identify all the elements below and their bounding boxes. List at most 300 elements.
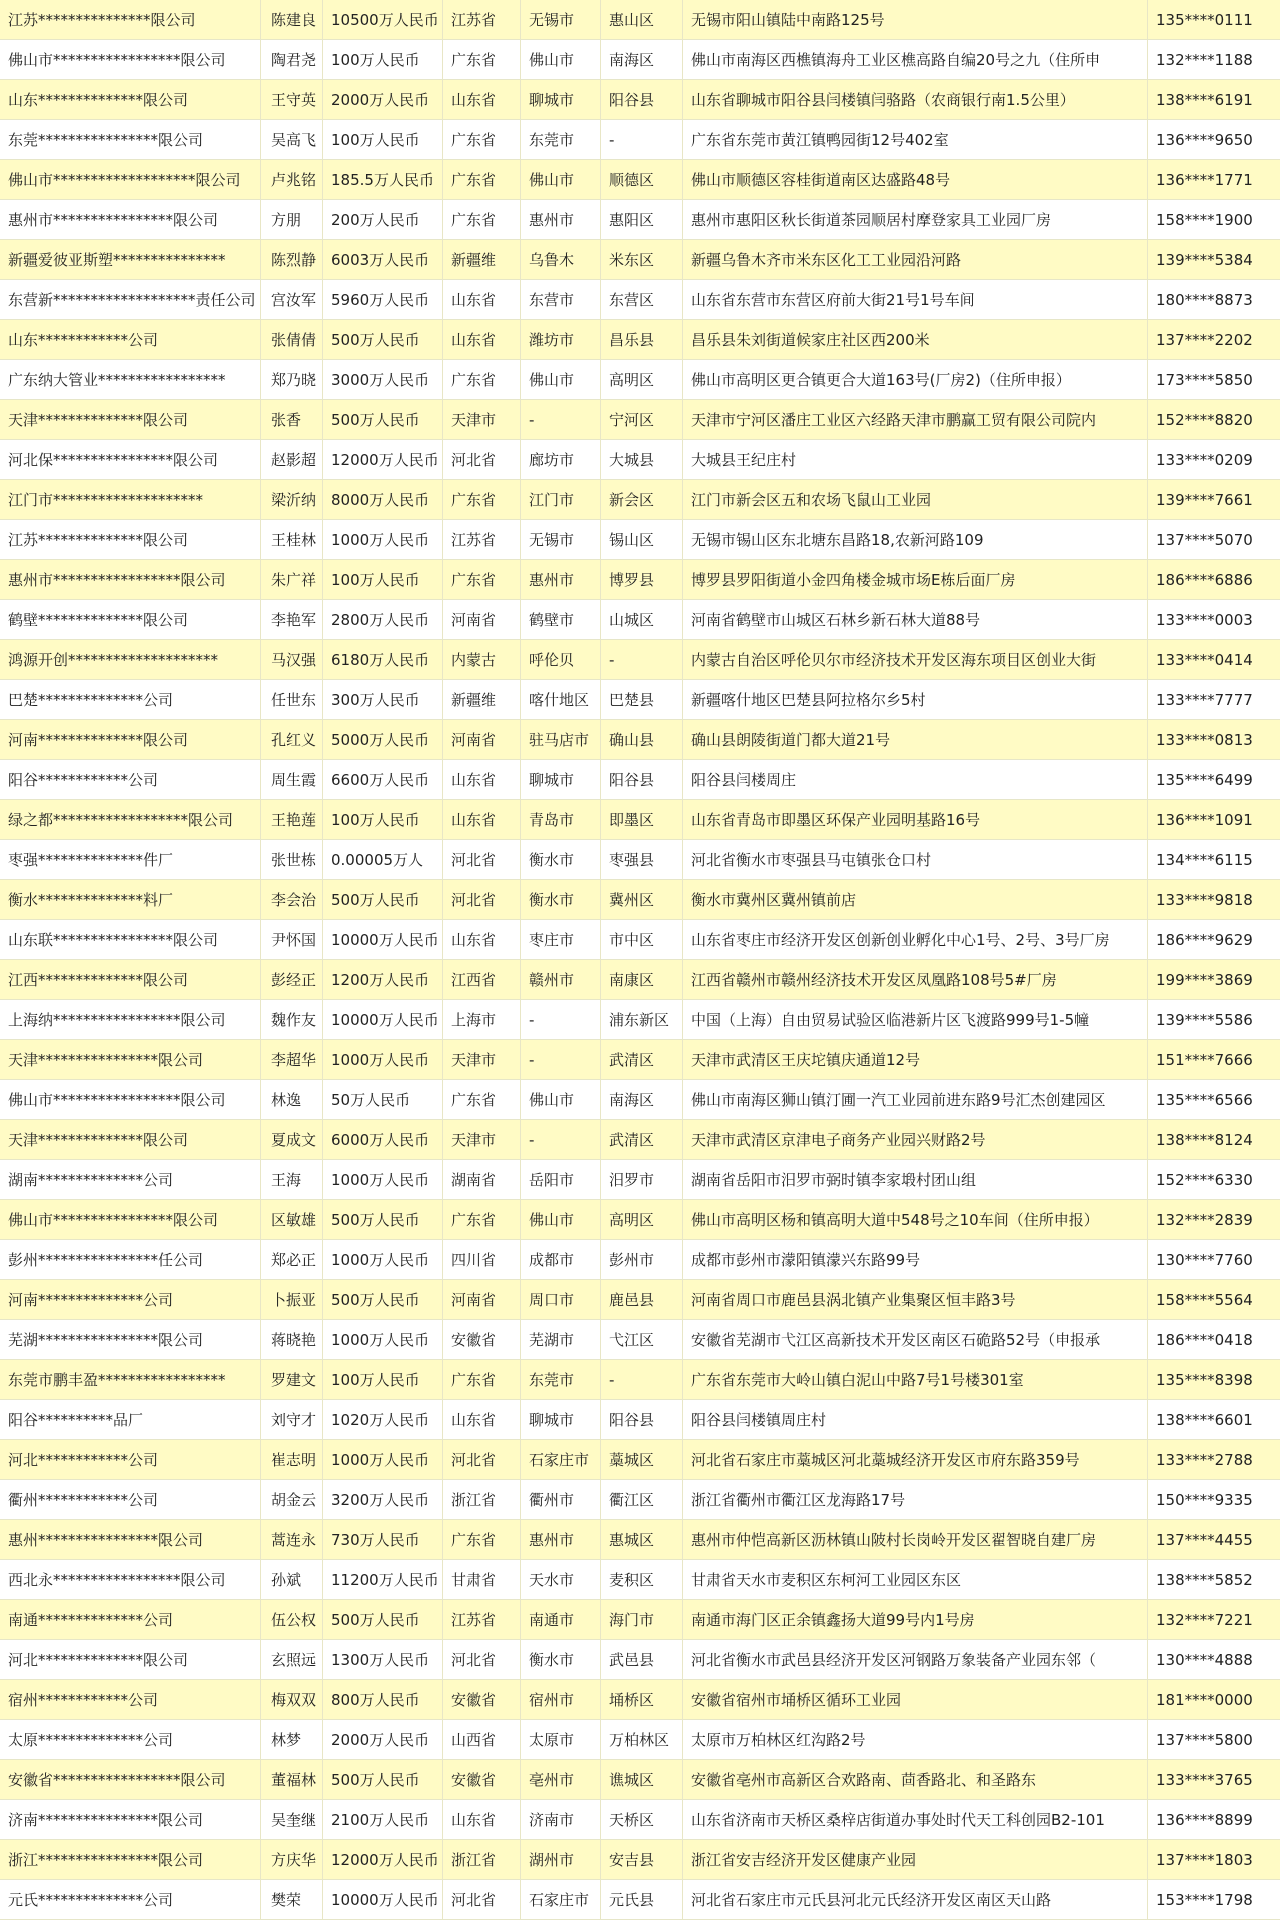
cell-district: 顺德区 [600, 160, 682, 199]
cell-phone: 135****0111 [1147, 0, 1280, 39]
cell-phone: 137****5800 [1147, 1720, 1280, 1759]
cell-province: 江苏省 [442, 520, 520, 559]
cell-district: 安吉县 [600, 1840, 682, 1879]
cell-company-name: 安徽省*****************限公司 [8, 1771, 226, 1789]
cell-province: 新疆维 [442, 240, 520, 279]
table-row [0, 520, 1280, 560]
cell-company-name: 南通**************公司 [8, 1611, 174, 1629]
cell-registered-capital: 3000万人民币 [322, 360, 442, 399]
cell-district: 确山县 [600, 720, 682, 759]
table-row [0, 560, 1280, 600]
table-row [0, 1640, 1280, 1680]
cell-city: 亳州市 [520, 1760, 600, 1799]
cell-address: 昌乐县朱刘街道候家庄社区西200米 [682, 320, 1147, 359]
cell-legal-person: 梅双双 [260, 1680, 322, 1719]
cell-district: 惠山区 [600, 0, 682, 39]
cell-city: 太原市 [520, 1720, 600, 1759]
cell-phone: 133****0209 [1147, 440, 1280, 479]
cell-address: 河南省鹤壁市山城区石林乡新石林大道88号 [682, 600, 1147, 639]
cell-city: 东莞市 [520, 120, 600, 159]
cell-address: 山东省东营市东营区府前大街21号1号车间 [682, 280, 1147, 319]
cell-phone: 133****7777 [1147, 680, 1280, 719]
table-row [0, 1880, 1280, 1920]
table-row [0, 80, 1280, 120]
cell-company-name: 广东纳大管业***************** [8, 371, 226, 389]
cell-company-name: 东莞市鹏丰盈***************** [8, 1371, 226, 1389]
cell-company-name: 山东**************限公司 [8, 91, 189, 109]
cell-province: 广东省 [442, 160, 520, 199]
cell-district: 元氏县 [600, 1880, 682, 1919]
cell-city: 枣庄市 [520, 920, 600, 959]
cell-city: - [520, 1120, 600, 1159]
cell-legal-person: 胡金云 [260, 1480, 322, 1519]
cell-province: 山东省 [442, 1400, 520, 1439]
cell-phone: 139****7661 [1147, 480, 1280, 519]
cell-address: 浙江省衢州市衢江区龙海路17号 [682, 1480, 1147, 1519]
cell-city: 驻马店市 [520, 720, 600, 759]
table-row [0, 920, 1280, 960]
cell-legal-person: 梁沂纳 [260, 480, 322, 519]
cell-district: 衢江区 [600, 1480, 682, 1519]
cell-legal-person: 蒿连永 [260, 1520, 322, 1559]
cell-district: 海门市 [600, 1600, 682, 1639]
table-row [0, 1120, 1280, 1160]
cell-city: - [520, 1000, 600, 1039]
table-row [0, 640, 1280, 680]
table-row [0, 1240, 1280, 1280]
cell-province: 四川省 [442, 1240, 520, 1279]
cell-registered-capital: 300万人民币 [322, 680, 442, 719]
cell-legal-person: 陈烈静 [260, 240, 322, 279]
cell-city: 南通市 [520, 1600, 600, 1639]
cell-registered-capital: 1000万人民币 [322, 1320, 442, 1359]
cell-city: 佛山市 [520, 1080, 600, 1119]
cell-address: 湖南省岳阳市汨罗市弼时镇李家塅村团山组 [682, 1160, 1147, 1199]
cell-registered-capital: 500万人民币 [322, 320, 442, 359]
cell-phone: 132****7221 [1147, 1600, 1280, 1639]
cell-registered-capital: 100万人民币 [322, 1360, 442, 1399]
cell-address: 江门市新会区五和农场飞鼠山工业园 [682, 480, 1147, 519]
table-row [0, 1600, 1280, 1640]
cell-registered-capital: 100万人民币 [322, 800, 442, 839]
cell-address: 浙江省安吉经济开发区健康产业园 [682, 1840, 1147, 1879]
cell-province: 天津市 [442, 1120, 520, 1159]
table-row [0, 1440, 1280, 1480]
cell-province: 广东省 [442, 360, 520, 399]
cell-registered-capital: 730万人民币 [322, 1520, 442, 1559]
cell-province: 山东省 [442, 1800, 520, 1839]
cell-address: 安徽省芜湖市弋江区高新技术开发区南区石硊路52号（申报承 [682, 1320, 1147, 1359]
cell-address: 安徽省亳州市高新区合欢路南、茴香路北、和圣路东 [682, 1760, 1147, 1799]
cell-legal-person: 卜振亚 [260, 1280, 322, 1319]
cell-company-name: 天津**************限公司 [8, 411, 189, 429]
cell-phone: 138****5852 [1147, 1560, 1280, 1599]
cell-province: 广东省 [442, 1080, 520, 1119]
cell-legal-person: 吴奎继 [260, 1800, 322, 1839]
table-row [0, 1000, 1280, 1040]
cell-city: 济南市 [520, 1800, 600, 1839]
cell-legal-person: 彭经正 [260, 960, 322, 999]
cell-province: 山东省 [442, 80, 520, 119]
cell-district: 鹿邑县 [600, 1280, 682, 1319]
cell-legal-person: 张世栋 [260, 840, 322, 879]
cell-address: 确山县朗陵街道门都大道21号 [682, 720, 1147, 759]
cell-province: 江西省 [442, 960, 520, 999]
cell-address: 佛山市高明区更合镇更合大道163号(厂房2)（住所申报） [682, 360, 1147, 399]
cell-registered-capital: 500万人民币 [322, 1280, 442, 1319]
cell-legal-person: 崔志明 [260, 1440, 322, 1479]
cell-province: 广东省 [442, 1360, 520, 1399]
cell-city: - [520, 1040, 600, 1079]
cell-district: 谯城区 [600, 1760, 682, 1799]
cell-city: 聊城市 [520, 80, 600, 119]
table-row [0, 480, 1280, 520]
cell-province: 江苏省 [442, 1600, 520, 1639]
cell-company-name: 巴楚**************公司 [8, 691, 174, 709]
cell-province: 河南省 [442, 720, 520, 759]
cell-registered-capital: 500万人民币 [322, 1600, 442, 1639]
cell-registered-capital: 1000万人民币 [322, 1160, 442, 1199]
cell-city: 岳阳市 [520, 1160, 600, 1199]
cell-city: 聊城市 [520, 1400, 600, 1439]
table-row [0, 280, 1280, 320]
cell-province: 山东省 [442, 800, 520, 839]
cell-phone: 136****9650 [1147, 120, 1280, 159]
table-row [0, 1320, 1280, 1360]
cell-address: 太原市万柏林区红沟路2号 [682, 1720, 1147, 1759]
cell-legal-person: 陈建良 [260, 0, 322, 39]
cell-company-name: 太原**************公司 [8, 1731, 174, 1749]
table-row [0, 400, 1280, 440]
cell-registered-capital: 500万人民币 [322, 1200, 442, 1239]
cell-company-name: 西北永*****************限公司 [8, 1571, 226, 1589]
cell-legal-person: 陶君尧 [260, 40, 322, 79]
cell-registered-capital: 0.00005万人 [322, 840, 442, 879]
cell-province: 广东省 [442, 40, 520, 79]
cell-address: 无锡市锡山区东北塘东昌路18,农新河路109 [682, 520, 1147, 559]
cell-phone: 181****0000 [1147, 1680, 1280, 1719]
cell-legal-person: 魏作友 [260, 1000, 322, 1039]
cell-district: 武邑县 [600, 1640, 682, 1679]
cell-company-name: 惠州市****************限公司 [8, 211, 219, 229]
cell-district: 藁城区 [600, 1440, 682, 1479]
cell-address: 新疆乌鲁木齐市米东区化工工业园沿河路 [682, 240, 1147, 279]
cell-city: 鹤壁市 [520, 600, 600, 639]
cell-registered-capital: 12000万人民币 [322, 440, 442, 479]
cell-district: 万柏林区 [600, 1720, 682, 1759]
cell-district: 惠阳区 [600, 200, 682, 239]
cell-district: 麦积区 [600, 1560, 682, 1599]
cell-address: 河北省石家庄市元氏县河北元氏经济开发区南区天山路 [682, 1880, 1147, 1919]
cell-registered-capital: 5960万人民币 [322, 280, 442, 319]
cell-province: 广东省 [442, 560, 520, 599]
cell-city: 佛山市 [520, 160, 600, 199]
cell-phone: 137****5070 [1147, 520, 1280, 559]
table-row [0, 680, 1280, 720]
cell-phone: 132****2839 [1147, 1200, 1280, 1239]
table-row [0, 800, 1280, 840]
cell-phone: 180****8873 [1147, 280, 1280, 319]
cell-company-name: 江苏**************限公司 [8, 531, 189, 549]
table-row [0, 1800, 1280, 1840]
cell-registered-capital: 1000万人民币 [322, 1440, 442, 1479]
table-row [0, 1400, 1280, 1440]
cell-district: - [600, 120, 682, 159]
cell-legal-person: 郑必正 [260, 1240, 322, 1279]
cell-registered-capital: 2800万人民币 [322, 600, 442, 639]
cell-phone: 135****8398 [1147, 1360, 1280, 1399]
cell-province: 山东省 [442, 280, 520, 319]
cell-registered-capital: 500万人民币 [322, 400, 442, 439]
cell-phone: 153****1798 [1147, 1880, 1280, 1919]
cell-phone: 137****2202 [1147, 320, 1280, 359]
cell-registered-capital: 10000万人民币 [322, 1880, 442, 1919]
table-row [0, 40, 1280, 80]
cell-registered-capital: 6003万人民币 [322, 240, 442, 279]
table-row [0, 760, 1280, 800]
cell-address: 南通市海门区正余镇鑫扬大道99号内1号房 [682, 1600, 1147, 1639]
cell-district: 天桥区 [600, 1800, 682, 1839]
cell-district: 市中区 [600, 920, 682, 959]
cell-address: 成都市彭州市濛阳镇濛兴东路99号 [682, 1240, 1147, 1279]
cell-address: 山东省枣庄市经济开发区创新创业孵化中心1号、2号、3号厂房 [682, 920, 1147, 959]
cell-address: 甘肃省天水市麦积区东柯河工业园区东区 [682, 1560, 1147, 1599]
cell-registered-capital: 1000万人民币 [322, 520, 442, 559]
table-row [0, 1720, 1280, 1760]
cell-phone: 130****7760 [1147, 1240, 1280, 1279]
cell-company-name: 元氏**************公司 [8, 1891, 174, 1909]
cell-province: 浙江省 [442, 1840, 520, 1879]
cell-district: 武清区 [600, 1120, 682, 1159]
cell-legal-person: 王海 [260, 1160, 322, 1199]
cell-address: 山东省聊城市阳谷县闫楼镇闫骆路（农商银行南1.5公里） [682, 80, 1147, 119]
cell-phone: 139****5586 [1147, 1000, 1280, 1039]
cell-city: 佛山市 [520, 360, 600, 399]
cell-district: 博罗县 [600, 560, 682, 599]
cell-district: 浦东新区 [600, 1000, 682, 1039]
cell-city: 聊城市 [520, 760, 600, 799]
cell-address: 天津市宁河区潘庄工业区六经路天津市鹏赢工贸有限公司院内 [682, 400, 1147, 439]
cell-registered-capital: 6180万人民币 [322, 640, 442, 679]
cell-address: 河北省衡水市枣强县马屯镇张仓口村 [682, 840, 1147, 879]
cell-legal-person: 王艳莲 [260, 800, 322, 839]
cell-city: 石家庄市 [520, 1880, 600, 1919]
cell-company-name: 佛山市*****************限公司 [8, 1091, 226, 1109]
cell-district: 埇桥区 [600, 1680, 682, 1719]
table-row [0, 1840, 1280, 1880]
cell-phone: 186****9629 [1147, 920, 1280, 959]
cell-address: 河南省周口市鹿邑县涡北镇产业集聚区恒丰路3号 [682, 1280, 1147, 1319]
cell-company-name: 阳谷**********品厂 [8, 1411, 144, 1429]
cell-legal-person: 夏成文 [260, 1120, 322, 1159]
cell-registered-capital: 1020万人民币 [322, 1400, 442, 1439]
cell-legal-person: 孔红义 [260, 720, 322, 759]
cell-company-name: 惠州市*****************限公司 [8, 571, 226, 589]
cell-company-name: 佛山市****************限公司 [8, 1211, 219, 1229]
cell-registered-capital: 100万人民币 [322, 560, 442, 599]
cell-registered-capital: 50万人民币 [322, 1080, 442, 1119]
cell-legal-person: 伍公权 [260, 1600, 322, 1639]
cell-district: 东营区 [600, 280, 682, 319]
cell-province: 安徽省 [442, 1760, 520, 1799]
cell-registered-capital: 185.5万人民币 [322, 160, 442, 199]
cell-phone: 136****1771 [1147, 160, 1280, 199]
cell-city: 乌鲁木 [520, 240, 600, 279]
cell-registered-capital: 2000万人民币 [322, 80, 442, 119]
cell-address: 广东省东莞市大岭山镇白泥山中路7号1号楼301室 [682, 1360, 1147, 1399]
cell-city: 廊坊市 [520, 440, 600, 479]
cell-province: 广东省 [442, 1520, 520, 1559]
cell-city: 成都市 [520, 1240, 600, 1279]
cell-company-name: 阳谷************公司 [8, 771, 159, 789]
cell-legal-person: 郑乃晓 [260, 360, 322, 399]
table-row [0, 1680, 1280, 1720]
cell-address: 阳谷县闫楼镇周庄村 [682, 1400, 1147, 1439]
cell-phone: 133****9818 [1147, 880, 1280, 919]
cell-province: 内蒙古 [442, 640, 520, 679]
cell-district: - [600, 1360, 682, 1399]
cell-district: 南海区 [600, 1080, 682, 1119]
cell-legal-person: 王守英 [260, 80, 322, 119]
cell-city: 佛山市 [520, 40, 600, 79]
cell-district: 米东区 [600, 240, 682, 279]
cell-province: 浙江省 [442, 1480, 520, 1519]
cell-address: 大城县王纪庄村 [682, 440, 1147, 479]
cell-phone: 134****6115 [1147, 840, 1280, 879]
cell-address: 天津市武清区京津电子商务产业园兴财路2号 [682, 1120, 1147, 1159]
table-row [0, 1520, 1280, 1560]
cell-city: 周口市 [520, 1280, 600, 1319]
cell-city: - [520, 400, 600, 439]
cell-province: 安徽省 [442, 1680, 520, 1719]
cell-province: 河南省 [442, 600, 520, 639]
table-row [0, 1080, 1280, 1120]
cell-district: 阳谷县 [600, 1400, 682, 1439]
table-row [0, 1200, 1280, 1240]
cell-phone: 186****6886 [1147, 560, 1280, 599]
cell-province: 河南省 [442, 1280, 520, 1319]
cell-district: 昌乐县 [600, 320, 682, 359]
cell-district: 枣强县 [600, 840, 682, 879]
cell-address: 中国（上海）自由贸易试验区临港新片区飞渡路999号1-5幢 [682, 1000, 1147, 1039]
cell-company-name: 河北************公司 [8, 1451, 159, 1469]
cell-registered-capital: 6600万人民币 [322, 760, 442, 799]
cell-province: 江苏省 [442, 0, 520, 39]
cell-phone: 158****1900 [1147, 200, 1280, 239]
table-row [0, 360, 1280, 400]
cell-city: 东莞市 [520, 1360, 600, 1399]
cell-company-name: 河北保****************限公司 [8, 451, 219, 469]
cell-district: 锡山区 [600, 520, 682, 559]
cell-province: 河北省 [442, 880, 520, 919]
cell-registered-capital: 2100万人民币 [322, 1800, 442, 1839]
cell-city: 惠州市 [520, 560, 600, 599]
cell-province: 山东省 [442, 920, 520, 959]
cell-registered-capital: 200万人民币 [322, 200, 442, 239]
cell-province: 广东省 [442, 1200, 520, 1239]
table-row [0, 600, 1280, 640]
cell-legal-person: 李超华 [260, 1040, 322, 1079]
cell-district: 惠城区 [600, 1520, 682, 1559]
cell-district: 南康区 [600, 960, 682, 999]
cell-district: 冀州区 [600, 880, 682, 919]
cell-province: 广东省 [442, 480, 520, 519]
cell-phone: 199****3869 [1147, 960, 1280, 999]
cell-registered-capital: 500万人民币 [322, 880, 442, 919]
cell-company-name: 上海纳*****************限公司 [8, 1011, 226, 1029]
cell-legal-person: 李会治 [260, 880, 322, 919]
cell-legal-person: 吴高飞 [260, 120, 322, 159]
cell-city: 青岛市 [520, 800, 600, 839]
cell-city: 衡水市 [520, 840, 600, 879]
cell-province: 山西省 [442, 1720, 520, 1759]
cell-province: 新疆维 [442, 680, 520, 719]
cell-district: 巴楚县 [600, 680, 682, 719]
cell-registered-capital: 800万人民币 [322, 1680, 442, 1719]
table-row [0, 840, 1280, 880]
cell-registered-capital: 6000万人民币 [322, 1120, 442, 1159]
cell-company-name: 河南**************公司 [8, 1291, 174, 1309]
cell-city: 衡水市 [520, 1640, 600, 1679]
cell-registered-capital: 1300万人民币 [322, 1640, 442, 1679]
cell-address: 天津市武清区王庆坨镇庆通道12号 [682, 1040, 1147, 1079]
cell-legal-person: 卢兆铭 [260, 160, 322, 199]
cell-address: 惠州市仲恺高新区沥林镇山陂村长岗岭开发区翟智晓自建厂房 [682, 1520, 1147, 1559]
table-row [0, 1160, 1280, 1200]
cell-city: 衡水市 [520, 880, 600, 919]
cell-company-name: 衡水**************料厂 [8, 891, 174, 909]
cell-province: 河北省 [442, 440, 520, 479]
cell-company-name: 江苏***************限公司 [8, 11, 196, 29]
cell-company-name: 河南**************限公司 [8, 731, 189, 749]
table-row [0, 1040, 1280, 1080]
table-row [0, 160, 1280, 200]
cell-province: 河北省 [442, 1640, 520, 1679]
cell-legal-person: 罗建文 [260, 1360, 322, 1399]
cell-phone: 152****6330 [1147, 1160, 1280, 1199]
cell-province: 河北省 [442, 1440, 520, 1479]
cell-phone: 136****1091 [1147, 800, 1280, 839]
cell-address: 广东省东莞市黄江镇鸭园街12号402室 [682, 120, 1147, 159]
cell-phone: 133****3765 [1147, 1760, 1280, 1799]
cell-phone: 152****8820 [1147, 400, 1280, 439]
cell-company-name: 鹤壁**************限公司 [8, 611, 189, 629]
cell-registered-capital: 2000万人民币 [322, 1720, 442, 1759]
cell-company-name: 芜湖****************限公司 [8, 1331, 204, 1349]
cell-address: 无锡市阳山镇陆中南路125号 [682, 0, 1147, 39]
cell-legal-person: 任世东 [260, 680, 322, 719]
cell-district: 山城区 [600, 600, 682, 639]
cell-district: - [600, 640, 682, 679]
cell-company-name: 天津**************限公司 [8, 1131, 189, 1149]
table-row [0, 440, 1280, 480]
cell-district: 高明区 [600, 360, 682, 399]
cell-phone: 173****5850 [1147, 360, 1280, 399]
cell-phone: 136****8899 [1147, 1800, 1280, 1839]
cell-company-name: 东莞****************限公司 [8, 131, 204, 149]
cell-phone: 130****4888 [1147, 1640, 1280, 1679]
cell-company-name: 山东联****************限公司 [8, 931, 219, 949]
table-row [0, 1360, 1280, 1400]
cell-legal-person: 尹怀国 [260, 920, 322, 959]
cell-legal-person: 张倩倩 [260, 320, 322, 359]
cell-address: 衡水市冀州区冀州镇前店 [682, 880, 1147, 919]
cell-city: 东营市 [520, 280, 600, 319]
cell-district: 武清区 [600, 1040, 682, 1079]
cell-phone: 137****4455 [1147, 1520, 1280, 1559]
cell-address: 河北省衡水市武邑县经济开发区河钢路万象装备产业园东邻（ [682, 1640, 1147, 1679]
cell-district: 弋江区 [600, 1320, 682, 1359]
